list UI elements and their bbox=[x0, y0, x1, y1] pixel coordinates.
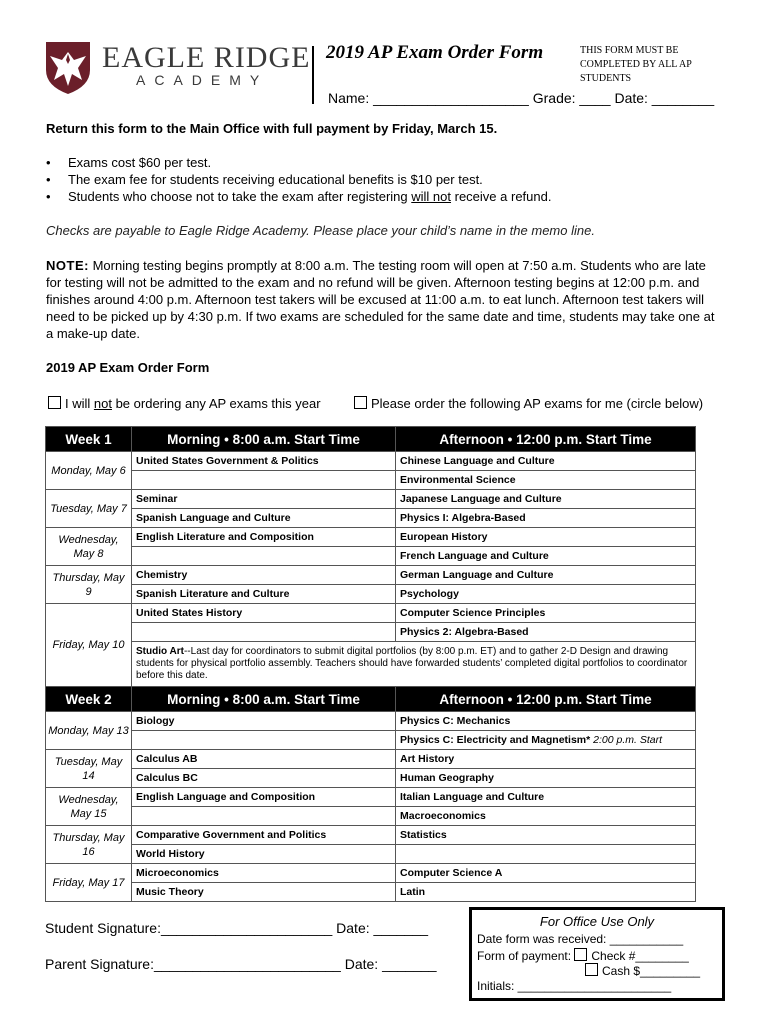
order-exams-label: Please order the following AP exams for me (circle below) bbox=[371, 396, 704, 411]
parent-signature-line[interactable]: Parent Signature:________________________ Date: _______ bbox=[45, 956, 437, 972]
table-row bbox=[46, 807, 696, 826]
day-cell: Friday, May 10 bbox=[46, 604, 132, 687]
return-instructions: Return this form to the Main Office with full payment by Friday, March 15. bbox=[46, 121, 498, 136]
cash-label: Cash $_________ bbox=[602, 964, 701, 978]
table-row bbox=[46, 731, 696, 750]
table-row bbox=[46, 864, 696, 883]
morning-exam bbox=[132, 547, 396, 566]
week2-schedule-table bbox=[45, 686, 696, 902]
table-row bbox=[46, 750, 696, 769]
header-divider bbox=[312, 46, 314, 104]
initials-line: Initials: _______________________ bbox=[477, 979, 672, 993]
student-signature-line[interactable]: Student Signature:______________________ Date: _______ bbox=[45, 920, 429, 936]
afternoon-header: Afternoon • 12:00 p.m. Start Time bbox=[396, 427, 696, 452]
week-header: Week 2 bbox=[46, 687, 132, 712]
no-exams-option[interactable] bbox=[48, 396, 321, 411]
table-row bbox=[46, 585, 696, 604]
studio-art-label: Studio Art bbox=[136, 646, 184, 657]
afternoon-exam[interactable]: Japanese Language and Culture bbox=[396, 490, 696, 509]
table-row bbox=[46, 769, 696, 788]
table-row bbox=[46, 826, 696, 845]
afternoon-header: Afternoon • 12:00 p.m. Start Time bbox=[396, 687, 696, 712]
table-row bbox=[46, 471, 696, 490]
payment-form-row bbox=[477, 948, 689, 963]
afternoon-exam[interactable]: Chinese Language and Culture bbox=[396, 452, 696, 471]
check-label: Check #________ bbox=[591, 949, 689, 963]
morning-exam[interactable]: Chemistry bbox=[132, 566, 396, 585]
note-paragraph bbox=[46, 257, 722, 342]
morning-exam[interactable]: Comparative Government and Politics bbox=[132, 826, 396, 845]
table-row bbox=[46, 883, 696, 902]
afternoon-exam[interactable] bbox=[396, 731, 696, 750]
morning-exam[interactable]: World History bbox=[132, 845, 396, 864]
order-exams-option[interactable] bbox=[354, 396, 703, 411]
afternoon-exam[interactable]: Human Geography bbox=[396, 769, 696, 788]
date-received-line: Date form was received: ___________ bbox=[477, 932, 684, 946]
bullet-text: Students who choose not to take the exam after registering will not receive a refund. bbox=[68, 189, 552, 204]
table-header-row bbox=[46, 687, 696, 712]
table-row bbox=[46, 452, 696, 471]
table-row bbox=[46, 509, 696, 528]
table-row bbox=[46, 604, 696, 623]
no-exams-label: I will not be ordering any AP exams this year bbox=[65, 396, 321, 411]
table-row bbox=[46, 547, 696, 566]
day-cell: Tuesday, May 7 bbox=[46, 490, 132, 528]
note-text: Morning testing begins promptly at 8:00 a.m. The testing room will open at 7:50 a.m. Students who are late for testing will not be admitted to the exam and no refund will be given. Afternoon testing begins at 12:00 p.m. and finishes around 4:00 p.m. Afternoon test takers will be excused at 11:00 a.m. to eat lunch. Afternoon test takers will need to be picked up by 4:30 p.m. If two exams are scheduled for the same date and time, students may take one at a make-up date. bbox=[46, 258, 715, 341]
table-row bbox=[46, 712, 696, 731]
morning-header: Morning • 8:00 a.m. Start Time bbox=[132, 427, 396, 452]
morning-exam[interactable]: English Literature and Composition bbox=[132, 528, 396, 547]
afternoon-exam[interactable]: Statistics bbox=[396, 826, 696, 845]
studio-art-text: --Last day for coordinators to submit digital portfolios (by 8:00 p.m. ET) and to gather 2-D Design and drawing students for physical portfolio assembly. Teachers should have forwarded students’ completed digital portfolios to coordinator before this date. bbox=[136, 646, 688, 681]
table-row bbox=[46, 490, 696, 509]
day-cell: Friday, May 17 bbox=[46, 864, 132, 902]
must-complete-note: THIS FORM MUST BE COMPLETED BY ALL AP STUDENTS bbox=[580, 45, 692, 84]
school-logo bbox=[44, 38, 311, 96]
studio-art-note bbox=[132, 642, 696, 687]
morning-exam[interactable]: United States History bbox=[132, 604, 396, 623]
office-use-box bbox=[469, 907, 725, 1001]
table-header-row bbox=[46, 427, 696, 452]
morning-header: Morning • 8:00 a.m. Start Time bbox=[132, 687, 396, 712]
cash-row bbox=[585, 963, 700, 978]
afternoon-exam[interactable]: Physics C: Mechanics bbox=[396, 712, 696, 731]
day-cell: Tuesday, May 14 bbox=[46, 750, 132, 788]
cash-checkbox[interactable] bbox=[585, 963, 598, 976]
afternoon-exam[interactable]: Computer Science Principles bbox=[396, 604, 696, 623]
afternoon-exam[interactable]: Macroeconomics bbox=[396, 807, 696, 826]
school-name: EAGLE RIDGE bbox=[102, 41, 311, 74]
table-row bbox=[46, 528, 696, 547]
bullet-item: • Exams cost $60 per test. bbox=[46, 154, 551, 171]
afternoon-exam[interactable]: Latin bbox=[396, 883, 696, 902]
morning-exam[interactable]: Spanish Literature and Culture bbox=[132, 585, 396, 604]
fee-bullets bbox=[46, 154, 551, 205]
afternoon-exam[interactable]: French Language and Culture bbox=[396, 547, 696, 566]
table-row bbox=[46, 566, 696, 585]
morning-exam[interactable]: United States Government & Politics bbox=[132, 452, 396, 471]
checks-payable-note: Checks are payable to Eagle Ridge Academy. Please place your child’s name in the memo line. bbox=[46, 223, 595, 238]
afternoon-exam-label: Physics C: Electricity and Magnetism* bbox=[400, 734, 591, 746]
bullet-item bbox=[46, 188, 551, 205]
table-row bbox=[46, 623, 696, 642]
afternoon-exam[interactable]: European History bbox=[396, 528, 696, 547]
afternoon-exam[interactable]: German Language and Culture bbox=[396, 566, 696, 585]
afternoon-exam[interactable]: Art History bbox=[396, 750, 696, 769]
morning-exam bbox=[132, 623, 396, 642]
morning-exam bbox=[132, 731, 396, 750]
afternoon-exam[interactable]: Italian Language and Culture bbox=[396, 788, 696, 807]
day-cell: Monday, May 6 bbox=[46, 452, 132, 490]
underlined-word: will not bbox=[411, 189, 452, 204]
morning-exam[interactable]: English Language and Composition bbox=[132, 788, 396, 807]
payment-label: Form of payment: bbox=[477, 949, 572, 963]
morning-exam bbox=[132, 471, 396, 490]
underlined-word: not bbox=[93, 396, 112, 411]
morning-exam[interactable]: Calculus BC bbox=[132, 769, 396, 788]
table-row bbox=[46, 788, 696, 807]
table-row bbox=[46, 845, 696, 864]
morning-exam[interactable]: Calculus AB bbox=[132, 750, 396, 769]
morning-exam bbox=[132, 807, 396, 826]
afternoon-exam[interactable]: Physics I: Algebra-Based bbox=[396, 509, 696, 528]
day-cell: Thursday, May 9 bbox=[46, 566, 132, 604]
day-cell: Wednesday, May 15 bbox=[46, 788, 132, 826]
office-use-title: For Office Use Only bbox=[539, 914, 655, 929]
check-checkbox[interactable] bbox=[574, 948, 587, 961]
note-label: NOTE: bbox=[46, 258, 89, 273]
afternoon-exam[interactable]: Physics 2: Algebra-Based bbox=[396, 623, 696, 642]
day-cell: Wednesday, May 8 bbox=[46, 528, 132, 566]
bullet-item: • The exam fee for students receiving educational benefits is $10 per test. bbox=[46, 171, 551, 188]
eagle-shield-icon bbox=[44, 40, 92, 95]
afternoon-exam[interactable]: Environmental Science bbox=[396, 471, 696, 490]
day-cell: Monday, May 13 bbox=[46, 712, 132, 750]
afternoon-exam[interactable]: Computer Science A bbox=[396, 864, 696, 883]
checkbox[interactable] bbox=[354, 396, 367, 409]
school-subtitle: ACADEMY bbox=[136, 72, 269, 88]
afternoon-exam[interactable]: Psychology bbox=[396, 585, 696, 604]
morning-exam[interactable]: Microeconomics bbox=[132, 864, 396, 883]
morning-exam[interactable]: Biology bbox=[132, 712, 396, 731]
checkbox[interactable] bbox=[48, 396, 61, 409]
week-header: Week 1 bbox=[46, 427, 132, 452]
form-title: 2019 AP Exam Order Form bbox=[326, 42, 544, 63]
morning-exam[interactable]: Spanish Language and Culture bbox=[132, 509, 396, 528]
em-start-note: 2:00 p.m. Start bbox=[593, 734, 663, 746]
afternoon-exam bbox=[396, 845, 696, 864]
day-cell: Thursday, May 16 bbox=[46, 826, 132, 864]
name-grade-date-line[interactable]: Name: ____________________ Grade: ____ Date: ________ bbox=[328, 90, 715, 106]
table-row bbox=[46, 642, 696, 687]
order-section-title: 2019 AP Exam Order Form bbox=[46, 360, 210, 375]
morning-exam[interactable]: Music Theory bbox=[132, 883, 396, 902]
week1-schedule-table bbox=[45, 426, 696, 687]
morning-exam[interactable]: Seminar bbox=[132, 490, 396, 509]
